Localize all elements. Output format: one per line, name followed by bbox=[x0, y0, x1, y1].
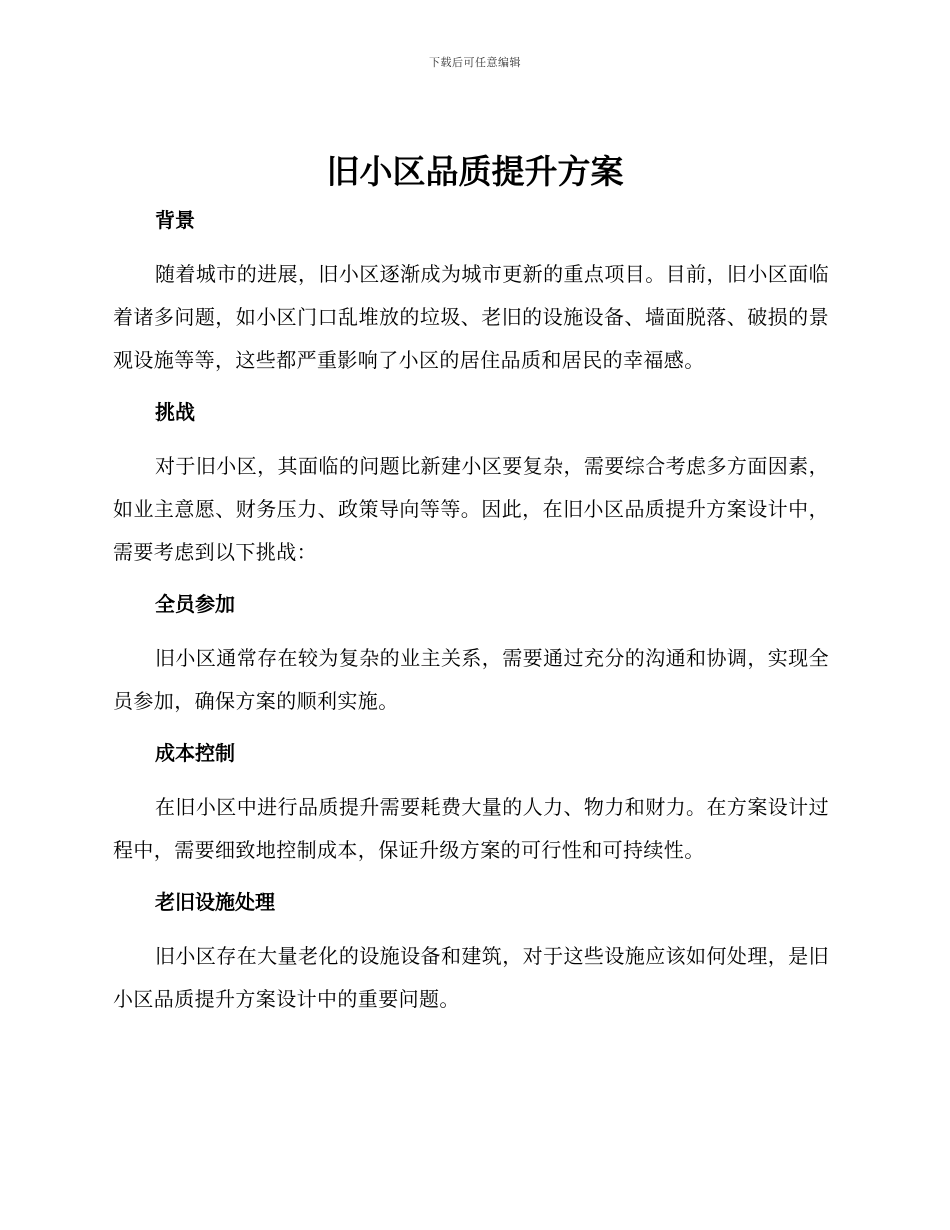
section-full-participation bbox=[113, 584, 829, 733]
section-paragraph: 旧小区通常存在较为复杂的业主关系，需要通过充分的沟通和协调，实现全员参加，确保方案的顺利实施。 bbox=[113, 646, 829, 713]
document-body bbox=[113, 200, 829, 1021]
section-cost-control bbox=[113, 733, 829, 882]
section-paragraph: 随着城市的进展，旧小区逐渐成为城市更新的重点项目。目前，旧小区面临着诸多问题，如小区门口乱堆放的垃圾、老旧的设施设备、墙面脱落、破损的景观设施等等，这些都严重影响了小区的居住品质和居民的幸福感。 bbox=[113, 262, 829, 372]
section-paragraph: 对于旧小区，其面临的问题比新建小区要复杂，需要综合考虑多方面因素，如业主意愿、财务压力、政策导向等等。因此，在旧小区品质提升方案设计中，需要考虑到以下挑战： bbox=[113, 454, 829, 564]
page-header-note: 下载后可任意编辑 bbox=[429, 56, 521, 69]
section-challenges bbox=[113, 392, 829, 584]
section-heading: 成本控制 bbox=[155, 741, 235, 765]
section-old-facilities bbox=[113, 882, 829, 1021]
section-background bbox=[113, 200, 829, 392]
section-paragraph: 旧小区存在大量老化的设施设备和建筑，对于这些设施应该如何处理，是旧小区品质提升方案设计中的重要问题。 bbox=[113, 944, 829, 1011]
section-paragraph: 在旧小区中进行品质提升需要耗费大量的人力、物力和财力。在方案设计过程中，需要细致地控制成本，保证升级方案的可行性和可持续性。 bbox=[113, 795, 829, 862]
section-heading: 挑战 bbox=[155, 400, 195, 424]
section-heading: 老旧设施处理 bbox=[155, 890, 275, 914]
document-title: 旧小区品质提升方案 bbox=[326, 152, 624, 191]
section-heading: 全员参加 bbox=[155, 592, 235, 616]
section-heading: 背景 bbox=[155, 208, 195, 232]
